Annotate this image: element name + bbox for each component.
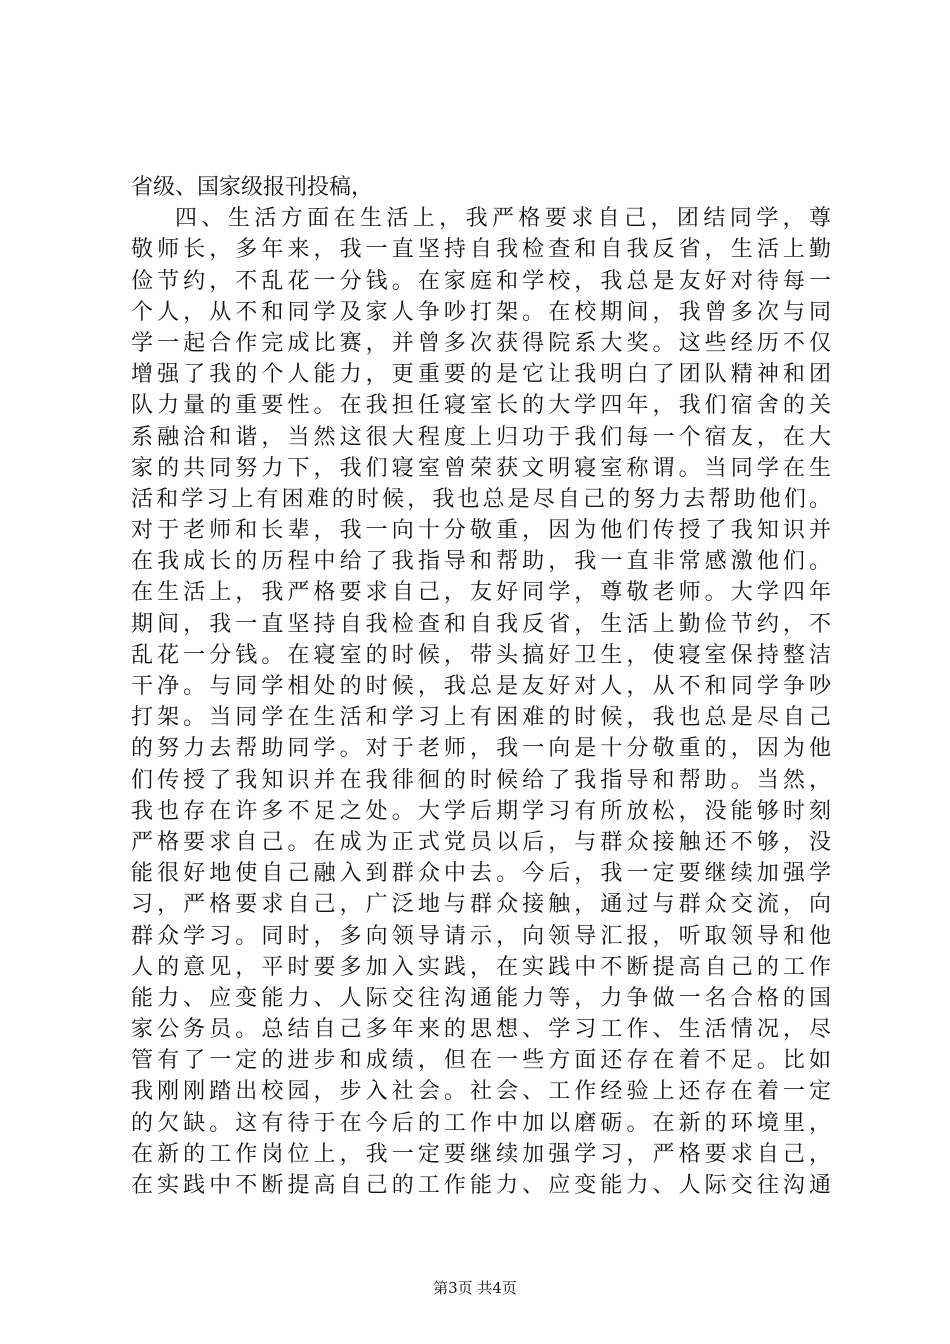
text-line: 严格要求自己。在成为正式党员以后，与群众接触还不够，没 — [131, 829, 831, 855]
text-line: 们传授了我知识并在我徘徊的时候给了我指导和帮助。当然， — [131, 767, 831, 793]
text-line: 在生活上，我严格要求自己，友好同学，尊敬老师。大学四年 — [131, 580, 831, 606]
text-line: 的努力去帮助同学。对于老师，我一向是十分敬重的，因为他 — [131, 736, 831, 762]
text-line: 活和学习上有困难的时候，我也总是尽自己的努力去帮助他们。 — [131, 486, 831, 512]
text-line: 个人，从不和同学及家人争吵打架。在校期间，我曾多次与同 — [131, 299, 831, 325]
text-line: 在新的工作岗位上，我一定要继续加强学习，严格要求自己， — [131, 1141, 831, 1167]
text-line: 能力、应变能力、人际交往沟通能力等，力争做一名合格的国 — [131, 985, 831, 1011]
paragraph-start-line: 四、生活方面在生活上，我严格要求自己，团结同学，尊 — [175, 206, 831, 232]
text-line: 打架。当同学在生活和学习上有困难的时候，我也总是尽自己 — [131, 705, 831, 731]
text-line: 省级、国家级报刊投稿， — [131, 175, 374, 200]
text-line: 在我成长的历程中给了我指导和帮助，我一直非常感激他们。 — [131, 549, 831, 575]
text-line: 乱花一分钱。在寝室的时候，带头搞好卫生，使寝室保持整洁 — [131, 642, 831, 668]
text-line: 我也存在许多不足之处。大学后期学习有所放松，没能够时刻 — [131, 798, 831, 824]
text-line: 我刚刚踏出校园，步入社会。社会、工作经验上还存在着一定 — [131, 1079, 831, 1105]
text-line: 习，严格要求自己，广泛地与群众接触，通过与群众交流，向 — [131, 892, 831, 918]
text-line: 家公务员。总结自己多年来的思想、学习工作、生活情况，尽 — [131, 1017, 831, 1043]
text-line: 人的意见，平时要多加入实践，在实践中不断提高自己的工作 — [131, 954, 831, 980]
text-line: 俭节约，不乱花一分钱。在家庭和学校，我总是友好对待每一 — [131, 268, 831, 294]
text-line: 系融洽和谐，当然这很大程度上归功于我们每一个宿友，在大 — [131, 424, 831, 450]
text-line: 在实践中不断提高自己的工作能力、应变能力、人际交往沟通 — [131, 1173, 831, 1198]
text-line: 队力量的重要性。在我担任寝室长的大学四年，我们宿舍的关 — [131, 393, 831, 419]
text-line: 的欠缺。这有待于在今后的工作中加以磨砺。在新的环境里， — [131, 1110, 831, 1136]
document-body — [131, 172, 831, 1201]
text-line: 增强了我的个人能力，更重要的是它让我明白了团队精神和团 — [131, 362, 831, 388]
text-line: 干净。与同学相处的时候，我总是友好对人，从不和同学争吵 — [131, 674, 831, 699]
text-line: 对于老师和长辈，我一向十分敬重，因为他们传授了我知识并 — [131, 518, 831, 544]
text-line: 学一起合作完成比赛，并曾多次获得院系大奖。这些经历不仅 — [131, 330, 831, 356]
text-line: 能很好地使自己融入到群众中去。今后，我一定要继续加强学 — [131, 861, 831, 887]
text-line: 期间，我一直坚持自我检查和自我反省，生活上勤俭节约，不 — [131, 611, 831, 637]
text-line: 管有了一定的进步和成绩，但在一些方面还存在着不足。比如 — [131, 1048, 831, 1074]
page-number-footer: 第3页 共4页 — [433, 1279, 517, 1297]
text-line: 群众学习。同时，多向领导请示，向领导汇报，听取领导和他 — [131, 923, 831, 949]
text-line: 家的共同努力下，我们寝室曾荣获文明寝室称谓。当同学在生 — [131, 455, 831, 481]
text-line: 敬师长，多年来，我一直坚持自我检查和自我反省，生活上勤 — [131, 237, 831, 263]
